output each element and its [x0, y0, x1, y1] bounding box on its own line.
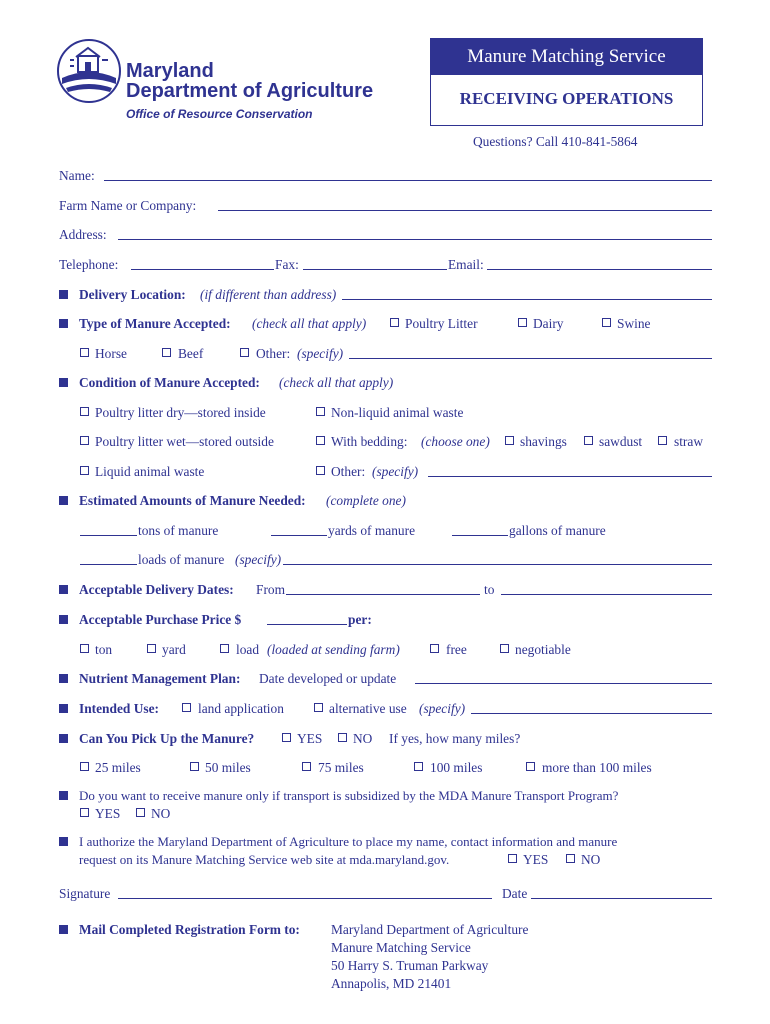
load-note: (loaded at sending farm) [267, 642, 400, 657]
bedding-checkbox[interactable] [316, 436, 325, 445]
miles-100plus-checkbox[interactable] [526, 762, 535, 771]
alternative-use-label: alternative use [329, 701, 407, 716]
other-condition-field[interactable] [428, 476, 712, 477]
miles-50-label: 50 miles [205, 760, 251, 775]
type-manure-label: Type of Manure Accepted: [79, 316, 231, 331]
nmp-text: Date developed or update [259, 671, 397, 686]
alternative-use-note: (specify) [419, 701, 466, 716]
litter-wet-checkbox[interactable] [80, 436, 89, 445]
transport-yes-checkbox[interactable] [80, 808, 89, 817]
pickup-no-checkbox[interactable] [338, 733, 347, 742]
free-label: free [446, 642, 467, 657]
miles-75-label: 75 miles [318, 760, 364, 775]
address-label: Address: [59, 227, 107, 242]
poultry-litter-label: Poultry Litter [405, 316, 478, 331]
bedding-note: (choose one) [421, 434, 490, 449]
nmp-label: Nutrient Management Plan: [79, 671, 241, 686]
delivery-location-label: Delivery Location: [79, 287, 186, 302]
sawdust-checkbox[interactable] [584, 436, 593, 445]
sawdust-label: sawdust [599, 434, 643, 449]
poultry-litter-checkbox[interactable] [390, 318, 399, 327]
shavings-label: shavings [520, 434, 567, 449]
yards-label: yards of manure [328, 523, 416, 538]
negotiable-label: negotiable [515, 642, 571, 657]
mail-addr1: Maryland Department of Agriculture [331, 922, 529, 937]
transport-yes-label: YES [95, 806, 121, 821]
bullet [59, 925, 68, 934]
alternative-use-checkbox[interactable] [314, 703, 323, 712]
miles-25-label: 25 miles [95, 760, 141, 775]
telephone-label: Telephone: [59, 257, 119, 272]
bullet [59, 290, 68, 299]
title-banner [431, 39, 702, 75]
nmp-date-field[interactable] [415, 683, 712, 684]
date-from-field[interactable] [286, 594, 480, 595]
bullet [59, 378, 68, 387]
other-manure-note: (specify) [297, 346, 344, 361]
price-label: Acceptable Purchase Price $ [79, 612, 242, 627]
title-box [430, 38, 703, 126]
bullet [59, 615, 68, 624]
bullet [59, 496, 68, 505]
fax-field[interactable] [303, 269, 447, 270]
address-field[interactable] [118, 239, 712, 240]
alternative-use-field[interactable] [471, 713, 712, 714]
authorize-line2: request on its Manure Matching Service web site at mda.maryland.gov. [79, 852, 450, 867]
delivery-location-field[interactable] [342, 299, 712, 300]
dairy-label: Dairy [533, 316, 564, 331]
litter-dry-label: Poultry litter dry—stored inside [95, 405, 266, 420]
condition-note: (check all that apply) [279, 375, 394, 390]
dates-from-label: From [256, 582, 286, 597]
liquid-checkbox[interactable] [80, 466, 89, 475]
pickup-yes-label: YES [297, 731, 323, 746]
farm-label: Farm Name or Company: [59, 198, 197, 213]
ton-label: ton [95, 642, 113, 657]
mda-logo [56, 38, 122, 104]
org-line1: Maryland [126, 60, 214, 82]
office-name: Office of Resource Conservation [126, 107, 313, 121]
email-label: Email: [448, 257, 484, 272]
bullet [59, 704, 68, 713]
load-checkbox[interactable] [220, 644, 229, 653]
gallons-label: gallons of manure [509, 523, 606, 538]
amounts-note: (complete one) [326, 493, 406, 508]
authorize-yes-checkbox[interactable] [508, 854, 517, 863]
amounts-label: Estimated Amounts of Manure Needed: [79, 493, 306, 508]
name-label: Name: [59, 168, 95, 183]
mail-addr2: Manure Matching Service [331, 940, 471, 955]
dates-to-label: to [484, 582, 495, 597]
yard-label: yard [162, 642, 186, 657]
swine-label: Swine [617, 316, 651, 331]
signature-field[interactable] [118, 898, 492, 899]
litter-wet-label: Poultry litter wet—stored outside [95, 434, 274, 449]
other-condition-note: (specify) [372, 464, 419, 479]
mail-addr3: 50 Harry S. Truman Parkway [331, 958, 489, 973]
gallons-field[interactable] [452, 535, 508, 536]
loads-label: loads of manure [138, 552, 225, 567]
loads-specify-field[interactable] [283, 564, 712, 565]
questions-phone: Questions? Call 410-841-5864 [473, 134, 638, 149]
bullet [59, 585, 68, 594]
land-application-label: land application [198, 701, 284, 716]
farm-field[interactable] [218, 210, 712, 211]
tons-label: tons of manure [138, 523, 219, 538]
nonliquid-checkbox[interactable] [316, 407, 325, 416]
bullet [59, 837, 68, 846]
email-field[interactable] [487, 269, 712, 270]
other-manure-label: Other: [256, 346, 291, 361]
use-label: Intended Use: [79, 701, 159, 716]
pickup-label: Can You Pick Up the Manure? [79, 731, 255, 746]
horse-label: Horse [95, 346, 127, 361]
tons-field[interactable] [80, 535, 137, 536]
straw-checkbox[interactable] [658, 436, 667, 445]
signature-label: Signature [59, 886, 111, 901]
authorize-yes-label: YES [523, 852, 549, 867]
loads-field[interactable] [80, 564, 137, 565]
bullet [59, 674, 68, 683]
bullet [59, 319, 68, 328]
miles-100plus-label: more than 100 miles [542, 760, 652, 775]
mail-label: Mail Completed Registration Form to: [79, 922, 300, 937]
transport-no-label: NO [151, 806, 171, 821]
liquid-label: Liquid animal waste [95, 464, 205, 479]
date-field[interactable] [531, 898, 712, 899]
miles-100-label: 100 miles [430, 760, 483, 775]
price-per-label: per: [348, 612, 372, 627]
miles-50-checkbox[interactable] [190, 762, 199, 771]
bullet [59, 734, 68, 743]
beef-label: Beef [178, 346, 204, 361]
name-field[interactable] [104, 180, 712, 181]
loads-note: (specify) [235, 552, 282, 567]
land-application-checkbox[interactable] [182, 703, 191, 712]
litter-dry-checkbox[interactable] [80, 407, 89, 416]
other-manure-field[interactable] [349, 358, 712, 359]
authorize-line1: I authorize the Maryland Department of Agriculture to place my name, contact information and manure [79, 834, 618, 849]
yard-checkbox[interactable] [147, 644, 156, 653]
horse-checkbox[interactable] [80, 348, 89, 357]
shavings-checkbox[interactable] [505, 436, 514, 445]
telephone-field[interactable] [131, 269, 274, 270]
load-label: load [236, 642, 260, 657]
transport-no-checkbox[interactable] [136, 808, 145, 817]
pickup-yes-checkbox[interactable] [282, 733, 291, 742]
org-line2: Department of Agriculture [126, 80, 374, 102]
swine-checkbox[interactable] [602, 318, 611, 327]
date-label: Date [502, 886, 528, 901]
negotiable-checkbox[interactable] [500, 644, 509, 653]
other-condition-checkbox[interactable] [316, 466, 325, 475]
pickup-no-label: NO [353, 731, 373, 746]
straw-label: straw [674, 434, 704, 449]
mail-addr4: Annapolis, MD 21401 [331, 976, 452, 991]
beef-checkbox[interactable] [162, 348, 171, 357]
type-manure-note: (check all that apply) [252, 316, 367, 331]
pickup-miles-question: If yes, how many miles? [389, 731, 521, 746]
delivery-location-note: (if different than address) [200, 287, 337, 302]
free-checkbox[interactable] [430, 644, 439, 653]
other-condition-label: Other: [331, 464, 366, 479]
miles-25-checkbox[interactable] [80, 762, 89, 771]
yards-field[interactable] [271, 535, 327, 536]
bullet [59, 791, 68, 800]
price-field[interactable] [267, 624, 347, 625]
date-to-field[interactable] [501, 594, 712, 595]
miles-75-checkbox[interactable] [302, 762, 311, 771]
fax-label: Fax: [275, 257, 299, 272]
authorize-no-label: NO [581, 852, 601, 867]
dates-label: Acceptable Delivery Dates: [79, 582, 234, 597]
bedding-label: With bedding: [331, 434, 408, 449]
transport-question: Do you want to receive manure only if transport is subsidized by the MDA Manure Transport Program? [79, 788, 619, 803]
other-manure-checkbox[interactable] [240, 348, 249, 357]
ton-checkbox[interactable] [80, 644, 89, 653]
nonliquid-label: Non-liquid animal waste [331, 405, 464, 420]
service-title: Manure Matching Service [467, 46, 666, 67]
miles-100-checkbox[interactable] [414, 762, 423, 771]
condition-label: Condition of Manure Accepted: [79, 375, 260, 390]
form-title: RECEIVING OPERATIONS [459, 89, 674, 108]
dairy-checkbox[interactable] [518, 318, 527, 327]
authorize-no-checkbox[interactable] [566, 854, 575, 863]
